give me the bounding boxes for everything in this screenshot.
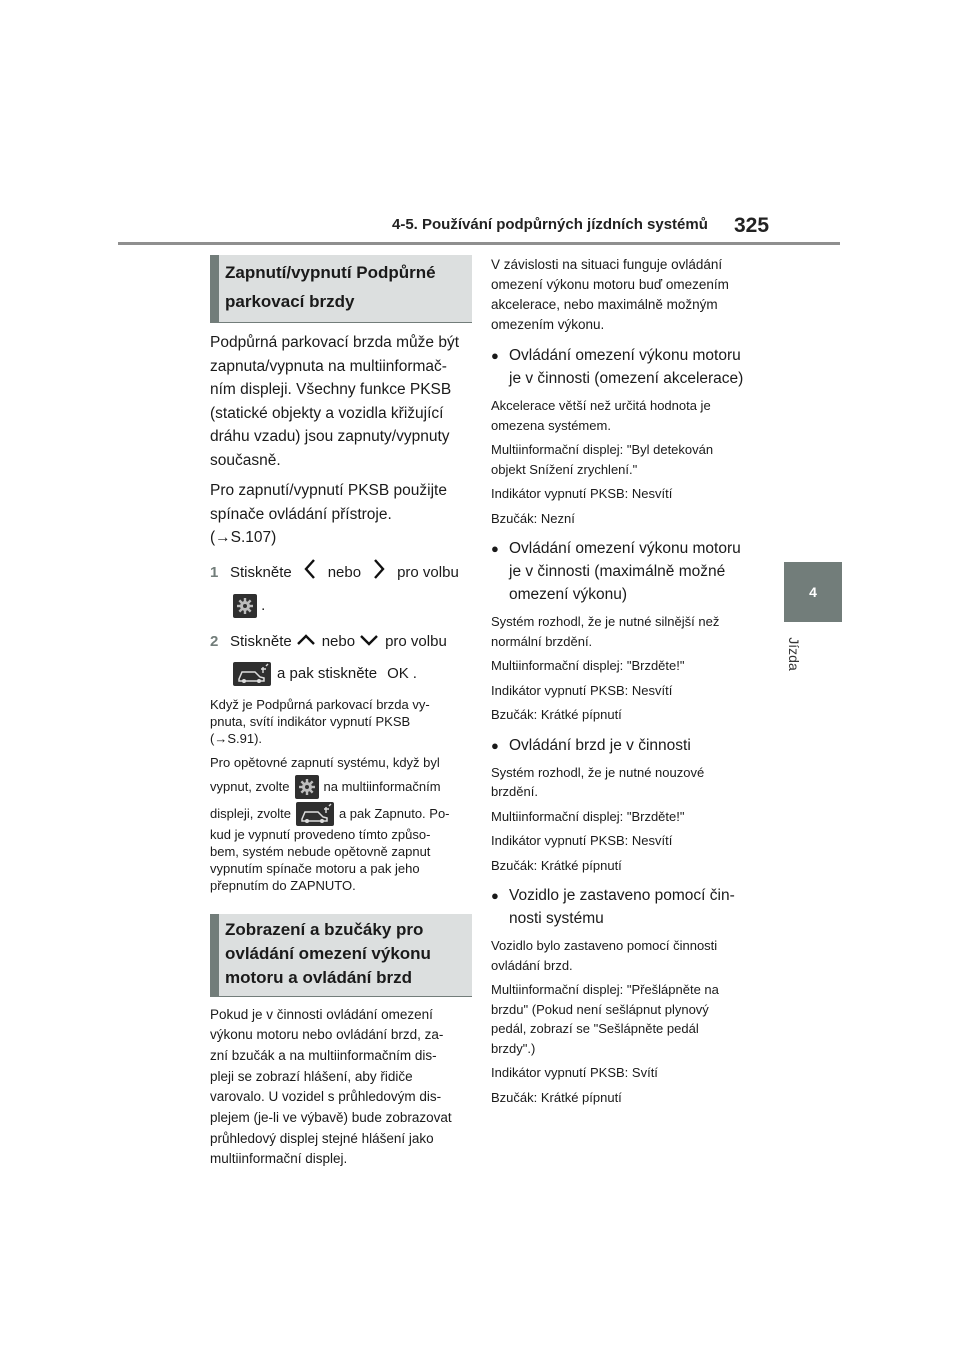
- step-text: Stiskněte: [230, 563, 292, 581]
- bullet-title-line: Ovládání omezení výkonu motoru: [509, 540, 741, 557]
- bullet-dot-icon: ●: [491, 737, 499, 753]
- text-line: Bzučák: Krátké pípnutí: [491, 707, 622, 722]
- page-number: 325: [734, 214, 770, 237]
- text-line: vypnutím spínače motoru a pak jeho: [210, 860, 420, 876]
- bullet-2-details: [491, 612, 753, 725]
- text-fragment: vypnut, zvolte: [210, 778, 290, 794]
- right-column: [491, 255, 753, 1107]
- bullet-dot-icon: ●: [491, 348, 499, 363]
- car-pksb-icon: [233, 662, 271, 686]
- section-heading-line: Zapnutí/vypnutí Podpůrné: [225, 263, 436, 282]
- chevron-left-icon: [300, 558, 320, 588]
- bullet-title-line: Ovládání brzd je v činnosti: [509, 736, 691, 754]
- text-line: omezením výkonu.: [491, 317, 605, 332]
- bullet-dot-icon: ●: [491, 888, 499, 903]
- text-line: zní bzučák a na multiinformačním dis-: [210, 1047, 437, 1063]
- text-line: multiinformační displej.: [210, 1151, 348, 1167]
- chevron-right-icon: [369, 558, 389, 588]
- bullet-3-details: [491, 763, 753, 876]
- step-text: pro volbu: [385, 632, 447, 650]
- text-line: akcelerace, nebo maximálně možným: [491, 297, 718, 312]
- chapter-header: 4-5. Používání podpůrných jízdních systémů: [392, 216, 708, 233]
- text-line: Podpůrná parkovací brzda může být: [210, 334, 459, 351]
- note-disabled: [210, 696, 472, 747]
- bullet-vehicle-stopped: [491, 884, 753, 930]
- gear-icon: [233, 594, 257, 618]
- bullet-title-line: je v činnosti (maximálně možné: [509, 563, 726, 580]
- header-rule: [118, 242, 840, 245]
- text-line: výkonu motoru nebo ovládání brzd, za-: [210, 1027, 444, 1043]
- text-line: pnuta, svítí indikátor vypnutí PKSB: [210, 713, 411, 729]
- paragraph-switches: [210, 479, 472, 550]
- paragraph-intro: [210, 331, 472, 472]
- bullet-4-details: [491, 936, 753, 1107]
- text-line: (→S.91).: [210, 730, 263, 746]
- text-line: spínače ovládání přístroje.: [210, 505, 392, 523]
- text-line: Pro zapnutí/vypnutí PKSB použijte: [210, 482, 447, 499]
- text-line: Multiinformační displej: "Brzděte!": [491, 658, 685, 673]
- left-column: [210, 255, 472, 1170]
- paragraph-intro-right: [491, 255, 753, 335]
- note-reenable-rest: [210, 826, 472, 894]
- text-line: Indikátor vypnutí PKSB: Svítí: [491, 1065, 658, 1080]
- bullet-acceleration-limit: [491, 344, 753, 390]
- text-line: Bzučák: Nezní: [491, 510, 575, 526]
- bullet-title-line: omezení výkonu): [509, 586, 628, 603]
- chevron-up-icon: [296, 630, 316, 654]
- step-text: nebo: [321, 632, 356, 650]
- bullet-max-output-limit: [491, 537, 753, 606]
- text-line: normální brzdění.: [491, 633, 593, 649]
- step-text: .: [412, 664, 417, 682]
- step-text: .: [261, 596, 266, 614]
- text-line: [210, 802, 472, 826]
- text-line: pedál, zobrazí se "Sešlápněte pedál: [491, 1021, 699, 1036]
- text-line: varovalo. U vozidel s průhledovým dis-: [210, 1089, 442, 1105]
- text-line: pleji se zobrazí hlášení, aby řidiče: [210, 1068, 413, 1084]
- text-line: plejem (je-li ve výbavě) bude zobrazovat: [210, 1110, 452, 1126]
- text-fragment: na multiinformačním: [323, 778, 441, 794]
- text-line: brzdu" (Pokud není sešlápnut plynový: [491, 1001, 709, 1017]
- paragraph-buzzer: [210, 1005, 472, 1171]
- section-heading-line: parkovací brzdy: [225, 292, 355, 311]
- step-1: [210, 558, 472, 588]
- text-line: současně.: [210, 451, 281, 469]
- text-line: ním displeji. Všechny funkce PKSB: [210, 381, 452, 398]
- text-line: Indikátor vypnutí PKSB: Nesvítí: [491, 833, 673, 848]
- bullet-title-line: Ovládání omezení výkonu motoru: [509, 347, 741, 364]
- text-line: Vozidlo bylo zastaveno pomocí činnosti: [491, 938, 718, 953]
- section-heading-line: Zobrazení a bzučáky pro: [225, 919, 424, 939]
- bullet-title-line: Vozidlo je zastaveno pomocí čin-: [509, 887, 735, 904]
- bullet-title-line: je v činnosti (omezení akcelerace): [509, 370, 744, 387]
- bullet-title-line: nosti systému: [509, 910, 604, 927]
- text-line: brzdění.: [491, 784, 538, 799]
- text-line: Bzučák: Krátké pípnutí: [491, 857, 622, 873]
- step-number: 2: [210, 632, 219, 650]
- text-line: Indikátor vypnutí PKSB: Nesvítí: [491, 682, 673, 698]
- section-heading-displays-buzzers: [210, 914, 472, 997]
- text-line: Indikátor vypnutí PKSB: Nesvítí: [491, 486, 673, 501]
- text-line: Multiinformační displej: "Brzděte!": [491, 808, 685, 824]
- text-line: Multiinformační displej: "Byl detekován: [491, 442, 714, 457]
- text-line: objekt Snížení zrychlení.": [491, 461, 638, 477]
- step-2: [210, 630, 472, 654]
- chapter-tab-label-wrap: [778, 622, 810, 686]
- text-line: Akcelerace větší než určitá hodnota je: [491, 398, 711, 413]
- text-fragment: displeji, zvolte: [210, 805, 291, 821]
- bullet-dot-icon: ●: [491, 541, 499, 556]
- ok-button-label: OK: [387, 664, 409, 682]
- text-line: dráhu vzadu) jsou zapnuty/vypnuty: [210, 428, 450, 445]
- gear-icon: [295, 775, 319, 799]
- text-line: zapnuta/vypnuta na multiinformač-: [210, 357, 447, 375]
- text-line: Bzučák: Krátké pípnutí: [491, 1089, 622, 1105]
- step-text: Stiskněte: [230, 632, 292, 650]
- step-text: a pak stiskněte: [277, 664, 378, 682]
- text-line: průhledový displej stejné hlášení jako: [210, 1130, 434, 1146]
- text-line: ovládání brzd.: [491, 957, 573, 973]
- step-number: 1: [210, 563, 219, 581]
- text-line: Pro opětovné zapnutí systému, když byl: [210, 754, 440, 770]
- text-line: Multiinformační displej: "Přešlápněte na: [491, 982, 719, 997]
- note-reenable: [210, 751, 472, 826]
- bullet-1-details: [491, 396, 753, 528]
- text-line: Systém rozhodl, že je nutné nouzové: [491, 764, 705, 780]
- section-heading-pksb: [210, 255, 472, 323]
- bullet-brake-control: [491, 734, 753, 757]
- text-fragment: a pak Zapnuto. Po-: [338, 805, 450, 821]
- text-line: kud je vypnutí provedeno tímto způso-: [210, 826, 431, 842]
- text-line: [210, 775, 472, 799]
- car-pksb-icon: [296, 802, 334, 826]
- step-text: nebo: [327, 563, 362, 581]
- text-line: brzdy".): [491, 1040, 536, 1056]
- text-line: bem, systém nebude opětovně zapnut: [210, 843, 431, 859]
- text-line: Pokud je v činnosti ovládání omezení: [210, 1006, 433, 1022]
- text-line: Systém rozhodl, že je nutné silnější než: [491, 614, 720, 629]
- text-line: (statické objekty a vozidla křižující: [210, 404, 444, 422]
- text-line: Když je Podpůrná parkovací brzda vy-: [210, 696, 430, 712]
- page-reference: (→S.107): [210, 529, 277, 546]
- text-line: omezena systémem.: [491, 417, 611, 433]
- text-line: omezení výkonu motoru buď omezením: [491, 277, 729, 292]
- chapter-tab: 4: [784, 562, 842, 622]
- section-heading-line: motoru a ovládání brzd: [225, 967, 413, 987]
- chapter-tab-label: Jízda: [786, 637, 802, 671]
- step-1-target: [210, 594, 472, 618]
- step-2-target: [210, 662, 472, 686]
- text-line: přepnutím do ZAPNUTO.: [210, 877, 356, 893]
- section-heading-line: ovládání omezení výkonu: [225, 943, 431, 963]
- step-text: pro volbu: [397, 563, 459, 581]
- text-line: V závislosti na situaci funguje ovládání: [491, 257, 723, 272]
- chevron-down-icon: [359, 630, 379, 654]
